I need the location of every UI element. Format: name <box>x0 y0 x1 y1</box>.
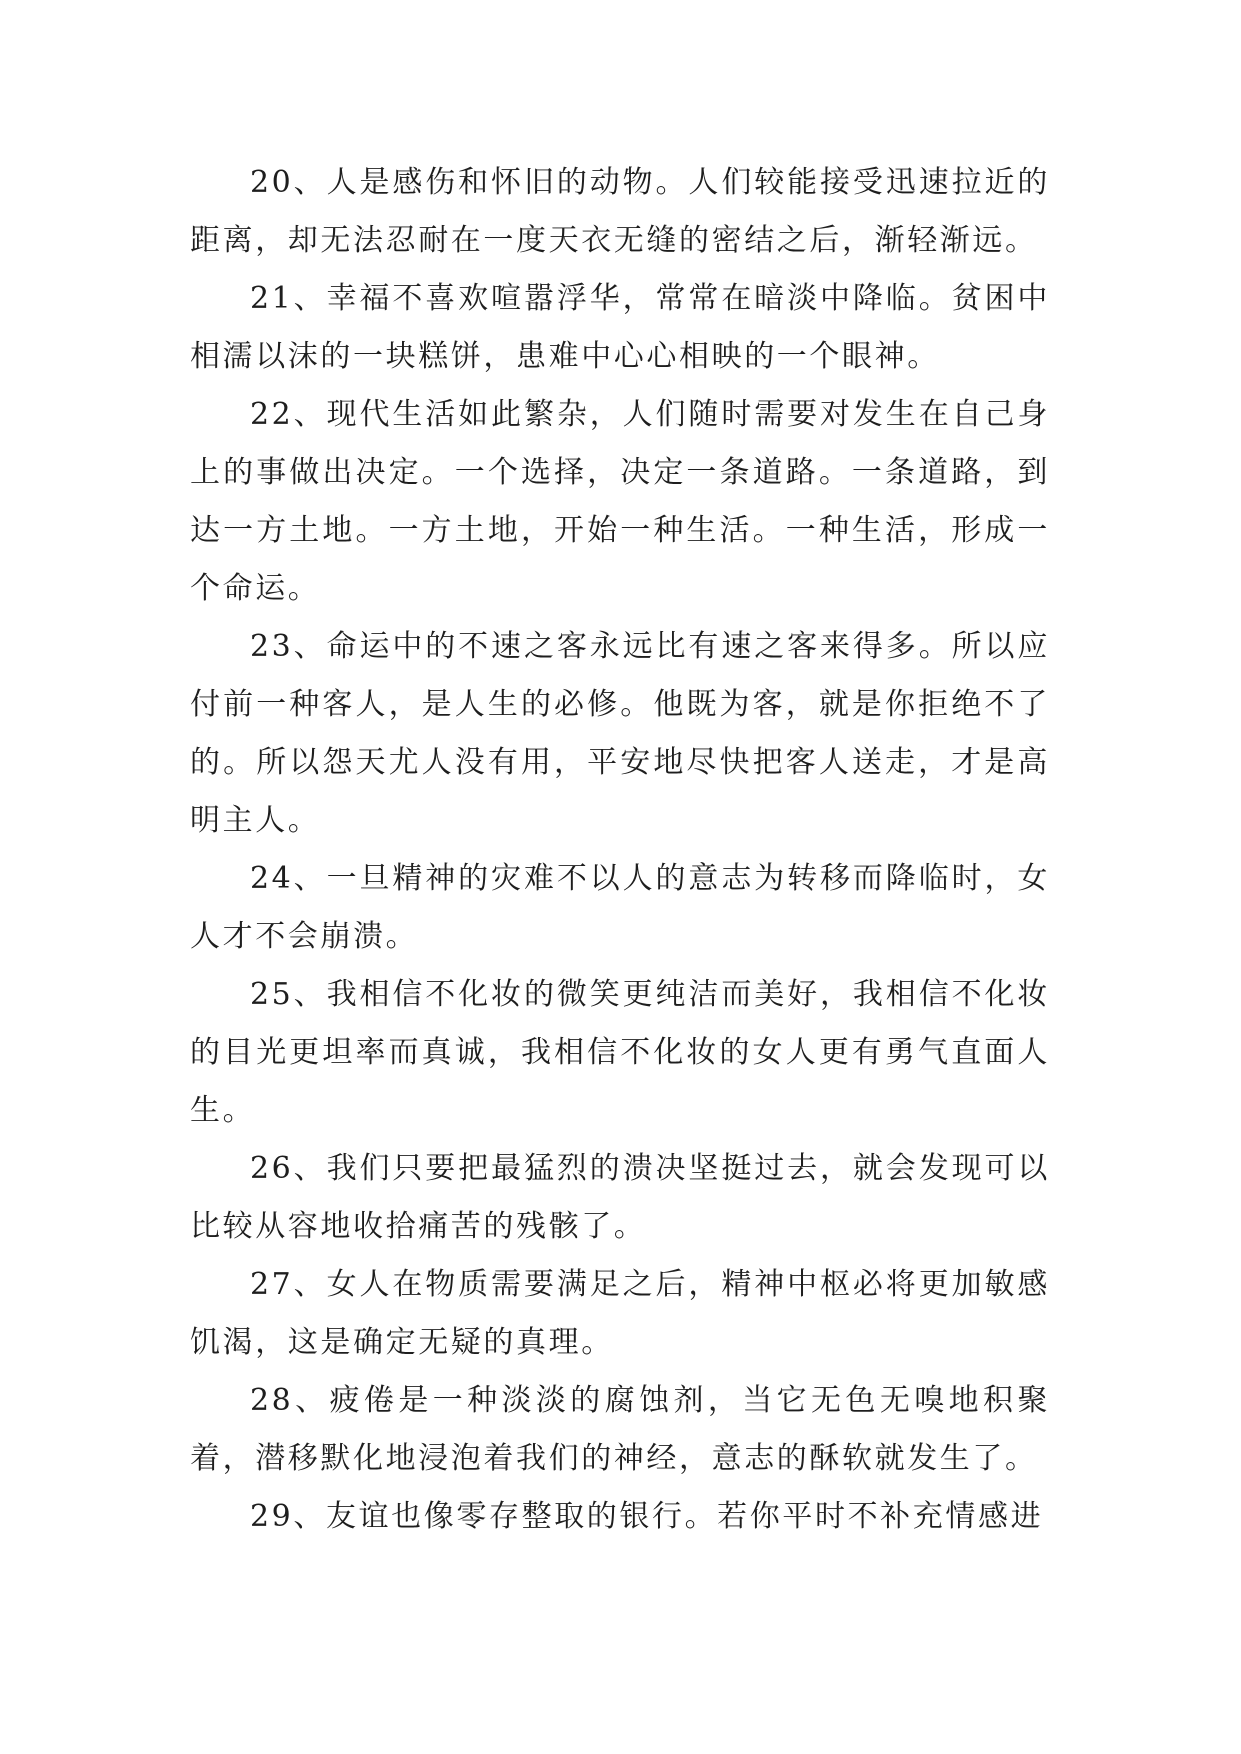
paragraph-26: 26、我们只要把最猛烈的溃决坚挺过去，就会发现可以比较从容地收拾痛苦的残骸了。 <box>190 1151 1050 1244</box>
paragraph-25: 25、我相信不化妆的微笑更纯洁而美好，我相信不化妆的目光更坦率而真诚，我相信不化妆的女人更有勇气直面人生。 <box>190 977 1050 1128</box>
paragraph-27: 27、女人在物质需要满足之后，精神中枢必将更加敏感饥渴，这是确定无疑的真理。 <box>190 1267 1050 1360</box>
paragraph-22: 22、现代生活如此繁杂，人们随时需要对发生在自己身上的事做出决定。一个选择，决定一条道路。一条道路，到达一方土地。一方土地，开始一种生活。一种生活，形成一个命运。 <box>190 397 1050 606</box>
paragraph-23: 23、命运中的不速之客永远比有速之客来得多。所以应付前一种客人，是人生的必修。他既为客，就是你拒绝不了的。所以怨天尤人没有用，平安地尽快把客人送走，才是高明主人。 <box>190 629 1050 838</box>
paragraph-24: 24、一旦精神的灾难不以人的意志为转移而降临时，女人才不会崩溃。 <box>190 861 1050 954</box>
document-body <box>190 154 1050 1546</box>
paragraph-29: 29、友谊也像零存整取的银行。若你平时不补充情感进 <box>250 1499 1044 1534</box>
paragraph-20: 20、人是感伤和怀旧的动物。人们较能接受迅速拉近的距离，却无法忍耐在一度天衣无缝的密结之后，渐轻渐远。 <box>190 165 1050 258</box>
paragraph-21: 21、幸福不喜欢喧嚣浮华，常常在暗淡中降临。贫困中相濡以沫的一块糕饼，患难中心心相映的一个眼神。 <box>190 281 1050 374</box>
paragraph-28: 28、疲倦是一种淡淡的腐蚀剂，当它无色无嗅地积聚着，潜移默化地浸泡着我们的神经，意志的酥软就发生了。 <box>190 1383 1050 1476</box>
